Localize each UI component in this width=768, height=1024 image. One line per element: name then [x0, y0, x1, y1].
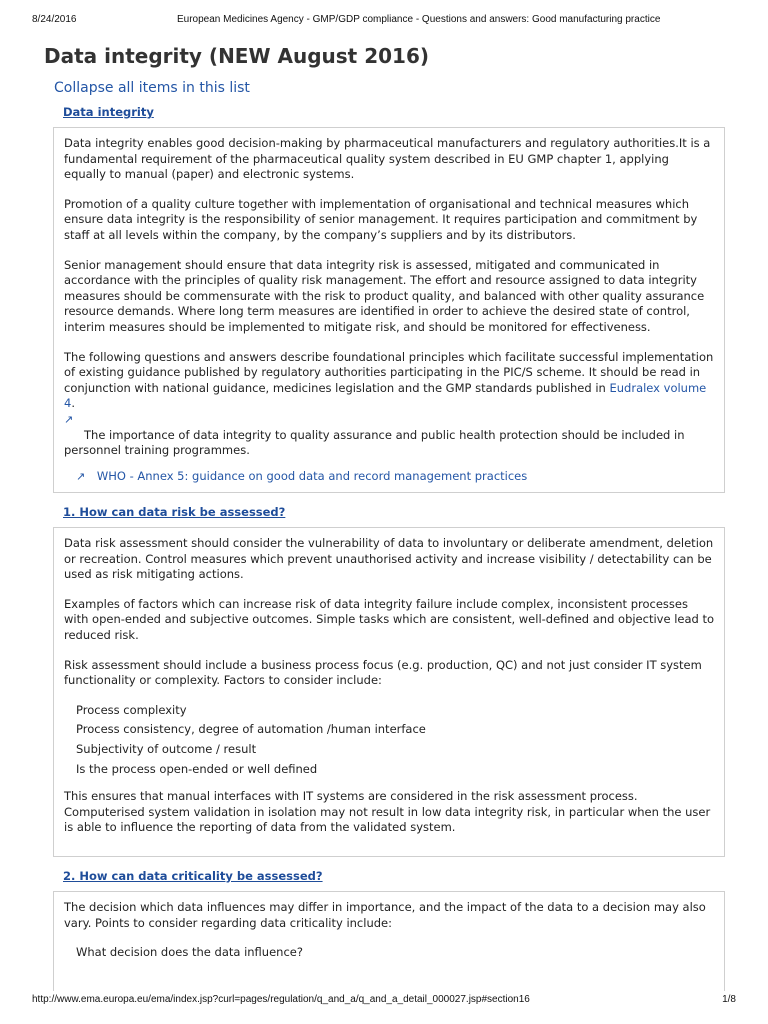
- paragraph: Examples of factors which can increase risk of data integrity failure include complex, inconsistent processes with open-ended and subjective outcomes. Simple tasks which are consistent, well-defined and objective lead to reduced risk.: [64, 596, 715, 642]
- risk-factor-list: [64, 703, 714, 777]
- list-item: Process complexity: [76, 702, 187, 717]
- page-title: Data integrity (NEW August 2016): [44, 44, 429, 68]
- section-panel-data-criticality: [53, 891, 725, 991]
- paragraph: Senior management should ensure that data integrity risk is assessed, mitigated and communicated in accordance with the principles of quality risk management. The effort and resource assigned to data integrity measures should be commensurate with the risk to product quality, and balanced with other quality assurance resource demands. Where long term measures are identified in order to achieve the desired state of control, interim measures should be implemented to mitigate risk, and should be monitored for effectiveness.: [64, 257, 705, 334]
- collapse-all-link[interactable]: Collapse all items in this list: [54, 80, 250, 96]
- paragraph-eudralex: The following questions and answers describe foundational principles which facilitate successful implementation of existing guidance published by regulatory authorities participating in the PIC/S scheme. It should be read in conjunction with national guidance, medicines legislation and the GMP standards published in Eudralex volume 4. ↗: [64, 349, 714, 426]
- print-document-title: European Medicines Agency - GMP/GDP compliance - Questions and answers: Good manufacturing practice: [177, 14, 661, 25]
- list-item: Subjectivity of outcome / result: [76, 741, 257, 756]
- list-item: Process consistency, degree of automation /human interface: [76, 722, 426, 737]
- external-link-icon[interactable]: ↗: [64, 412, 74, 426]
- eudralex-link[interactable]: Eudralex volume 4: [64, 380, 707, 411]
- section-heading-data-risk[interactable]: 1. How can data risk be assessed?: [63, 505, 286, 519]
- who-annex-link[interactable]: WHO - Annex 5: guidance on good data and record management practices: [96, 468, 528, 483]
- paragraph: What decision does the data influence?: [76, 945, 303, 960]
- paragraph: Promotion of a quality culture together with implementation of organisational and technical measures which ensure data integrity is the responsibility of senior management. It requires participation and commitment by staff at all levels within the company, by the company’s suppliers and by its distributors.: [64, 196, 698, 242]
- section-heading-data-criticality[interactable]: 2. How can data criticality be assessed?: [63, 869, 323, 883]
- external-link-icon[interactable]: ↗: [76, 469, 86, 483]
- list-item: Is the process open-ended or well defined: [76, 761, 318, 776]
- section-heading-data-integrity[interactable]: Data integrity: [63, 105, 154, 119]
- paragraph: The importance of data integrity to quality assurance and public health protection should be included in personnel training programmes.: [64, 427, 685, 458]
- print-date: 8/24/2016: [32, 14, 77, 25]
- paragraph: The decision which data influences may differ in importance, and the impact of the data to a decision may also vary. Points to consider regarding data criticality include:: [64, 900, 706, 930]
- section-panel-data-risk: [53, 527, 725, 857]
- section-panel-data-integrity: [53, 127, 725, 493]
- paragraph: Data risk assessment should consider the vulnerability of data to involuntary or deliberate amendment, deletion or recreation. Control measures which prevent unauthorised activity and increase visibility / detectability can be used as risk mitigating actions.: [64, 536, 714, 582]
- who-annex-row[interactable]: [76, 469, 714, 485]
- paragraph: Risk assessment should include a business process focus (e.g. production, QC) and not just consider IT system functionality or complexity. Factors to consider include:: [64, 657, 702, 688]
- paragraph-text: The following questions and answers describe foundational principles which facilitate successful implementation of existing guidance published by regulatory authorities participating in the PIC/S scheme. It should be read in conjunction with national guidance, medicines legislation and the GMP standards published in: [64, 349, 714, 395]
- paragraph: This ensures that manual interfaces with IT systems are considered in the risk assessment process. Computerised system validation in isolation may not result in low data integrity risk, in particular when the user is able to influence the reporting of data from the validated system.: [64, 789, 711, 835]
- paragraph: Data integrity enables good decision-making by pharmaceutical manufacturers and regulatory authorities.It is a fundamental requirement of the pharmaceutical quality system described in EU GMP chapter 1, applying equally to manual (paper) and electronic systems.: [64, 136, 711, 182]
- page-number: 1/8: [722, 994, 736, 1005]
- print-url: http://www.ema.europa.eu/ema/index.jsp?curl=pages/regulation/q_and_a/q_and_a_detail_000027.jsp#section16: [32, 994, 530, 1005]
